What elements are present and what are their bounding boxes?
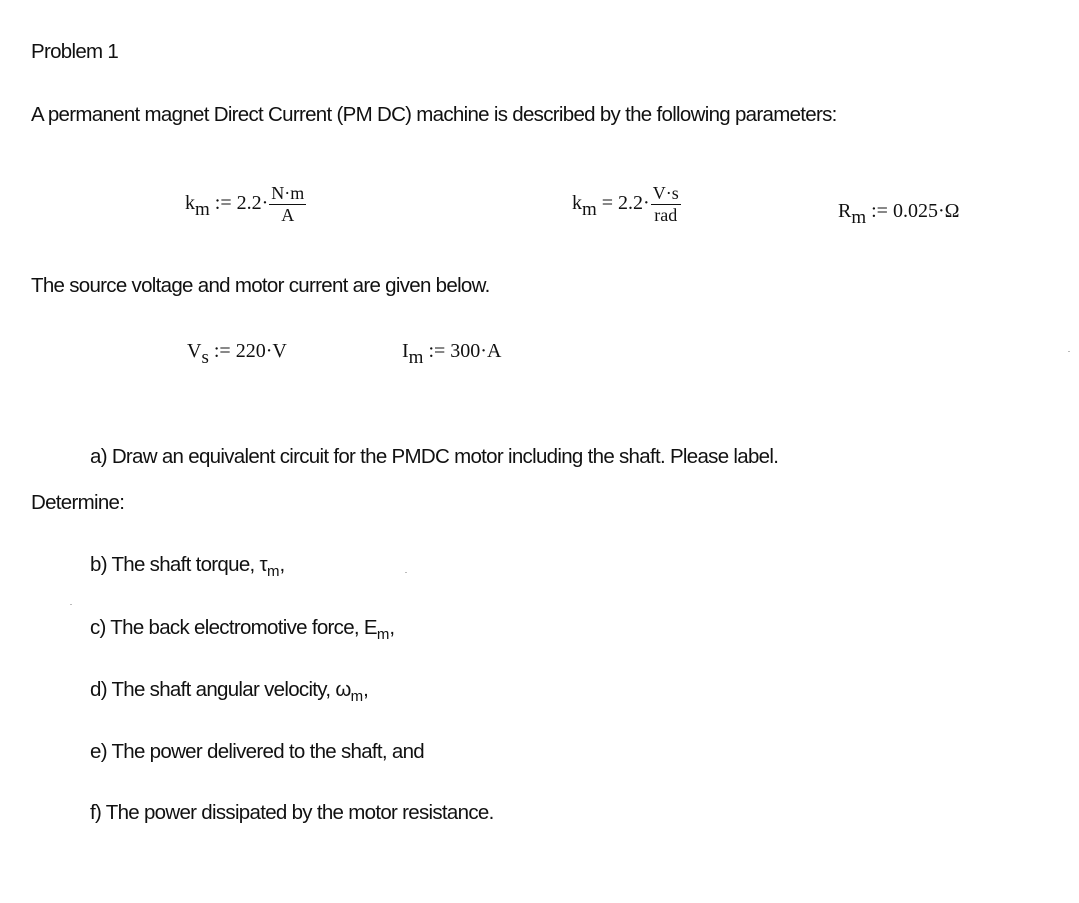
rm-subscript: m: [851, 207, 867, 228]
part-d-subscript: m: [350, 688, 364, 705]
part-b-comma: ,: [279, 553, 285, 576]
rm-symbol: R: [838, 200, 852, 222]
im-assignment: := 300·A: [428, 340, 502, 362]
part-b: [90, 553, 285, 580]
source-paragraph: The source voltage and motor current are given below.: [31, 274, 490, 297]
problem-title: Problem 1: [31, 40, 119, 63]
rm-resistance: [838, 200, 960, 228]
vs-assignment: := 220·V: [213, 340, 287, 362]
part-b-subscript: m: [266, 563, 280, 580]
vs-subscript: s: [201, 347, 209, 368]
part-d-text: d) The shaft angular velocity, ω: [90, 678, 351, 701]
part-e: e) The power delivered to the shaft, and: [90, 740, 425, 763]
part-c-comma: ,: [389, 616, 395, 639]
km-torque-constant: [185, 183, 306, 225]
km-unit-fraction: [651, 183, 681, 225]
part-a: a) Draw an equivalent circuit for the PMDC motor including the shaft. Please label.: [90, 445, 779, 468]
part-c-text: c) The back electromotive force, E: [90, 616, 377, 639]
km-unit-numerator: V·s: [652, 183, 679, 203]
vs-source-voltage: [187, 340, 287, 368]
intro-paragraph: A permanent magnet Direct Current (PM DC) machine is described by the following parameters:: [31, 103, 837, 126]
im-symbol: I: [402, 340, 409, 362]
scan-speck: [70, 604, 72, 605]
km-symbol: k: [185, 191, 195, 214]
vs-symbol: V: [187, 340, 202, 362]
km-subscript: m: [195, 198, 210, 220]
part-f: f) The power dissipated by the motor resistance.: [90, 801, 494, 824]
km-unit-denominator: rad: [654, 204, 678, 225]
im-subscript: m: [408, 347, 424, 368]
km-assignment: := 2.2·: [214, 191, 269, 214]
km-unit-denominator: A: [281, 204, 295, 225]
km-evaluation: = 2.2·: [601, 191, 650, 214]
im-motor-current: [402, 340, 502, 368]
km-voltage-constant: [572, 183, 681, 225]
part-b-text: b) The shaft torque, τ: [90, 553, 267, 576]
part-d: [90, 678, 369, 705]
km-unit-fraction: [269, 183, 306, 225]
part-d-comma: ,: [363, 678, 369, 701]
determine-label: Determine:: [31, 491, 125, 514]
km-unit-numerator: N·m: [271, 183, 305, 203]
scan-speck: [405, 572, 407, 573]
rm-assignment: := 0.025·Ω: [871, 200, 960, 222]
part-c-subscript: m: [376, 626, 390, 643]
km-symbol: k: [572, 191, 582, 214]
km-subscript: m: [582, 198, 597, 220]
part-c: [90, 616, 395, 643]
scan-speck: [1068, 351, 1070, 352]
